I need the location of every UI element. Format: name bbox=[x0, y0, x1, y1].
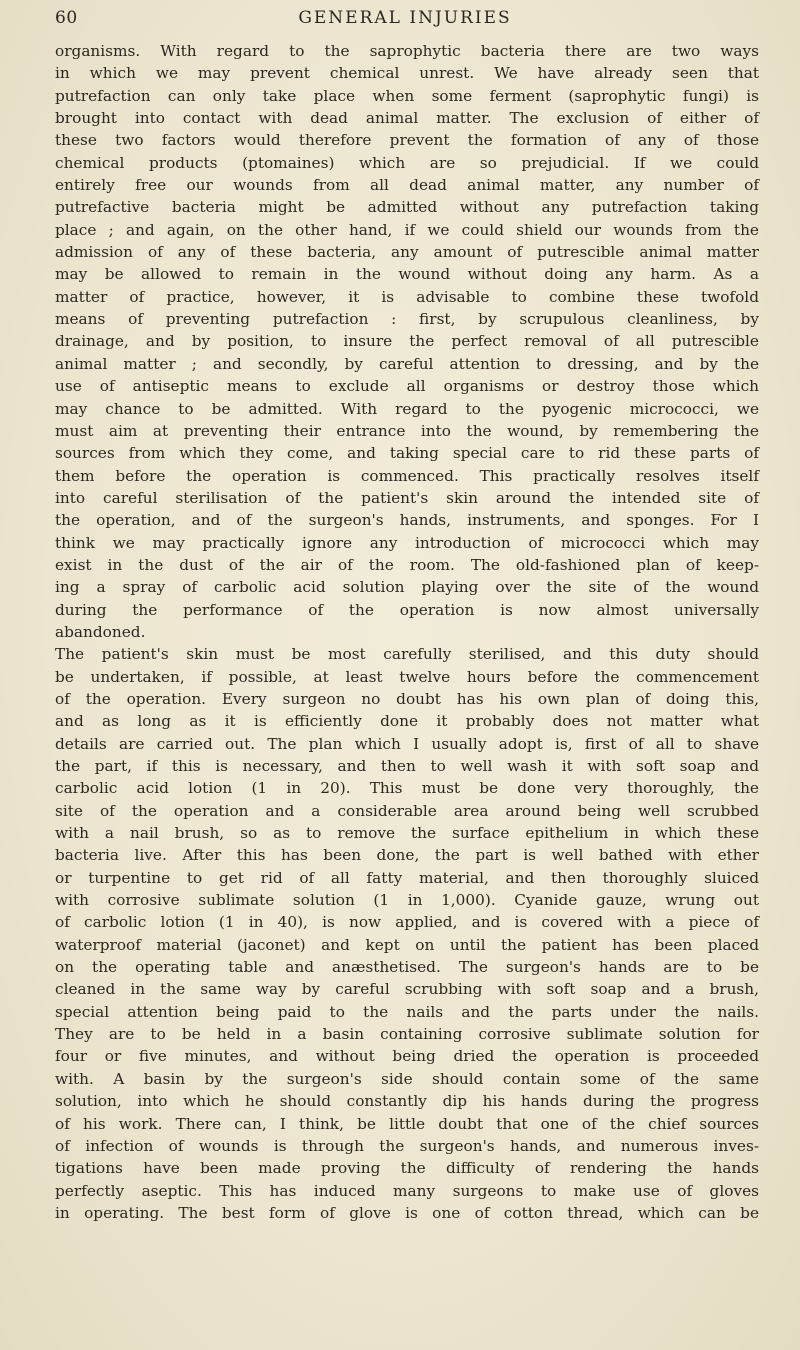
text-line: the part, if this is necessary, and then to well wash it with soft soap and bbox=[55, 757, 759, 775]
text-line: cleaned in the same way by careful scrubbing with soft soap and a brush, bbox=[55, 980, 759, 999]
running-head: GENERAL INJURIES bbox=[298, 8, 512, 28]
text-line: brought into contact with dead animal matter. The exclusion of either of bbox=[55, 109, 759, 128]
text-line: into careful sterilisation of the patient's skin around the intended site of bbox=[55, 488, 759, 507]
text-line: and as long as it is efficiently done it probably does not matter what bbox=[55, 712, 759, 731]
text-line: the operation, and of the surgeon's hands, instruments, and sponges. For I bbox=[55, 511, 759, 530]
text-line: of his work. There can, I think, be little doubt that one of the chief sources bbox=[55, 1114, 759, 1133]
text-line: of carbolic lotion (1 in 40), is now applied, and is covered with a piece of bbox=[55, 913, 759, 932]
text-line: ing a spray of carbolic acid solution playing over the site of the wound bbox=[55, 578, 759, 597]
text-line: carbolic acid lotion (1 in 20). This must be done very thoroughly, the bbox=[55, 779, 759, 798]
text-line: The patient's skin must be most carefully sterilised, and this duty should bbox=[55, 645, 759, 664]
text-line: on the operating table and anæsthetised. The surgeon's hands are to be bbox=[55, 958, 759, 977]
text-line: be undertaken, if possible, at least twelve hours before the commencement bbox=[55, 667, 759, 686]
text-line: drainage, and by position, to insure the perfect removal of all putrescible bbox=[55, 332, 759, 351]
text-line: think we may practically ignore any introduction of micrococci which may bbox=[55, 533, 759, 552]
text-line: animal matter ; and secondly, by careful attention to dressing, and by the bbox=[55, 354, 759, 373]
text-line: solution, into which he should constantly dip his hands during the progress bbox=[55, 1092, 759, 1111]
body-text bbox=[55, 40, 759, 1224]
text-line: putrefaction can only take place when some ferment (saprophytic fungi) is bbox=[55, 86, 759, 105]
text-line: place ; and again, on the other hand, if we could shield our wounds from the bbox=[55, 220, 759, 239]
text-line: may chance to be admitted. With regard to the pyogenic micrococci, we bbox=[55, 399, 759, 418]
text-line: They are to be held in a basin containing corrosive sublimate solution for bbox=[55, 1025, 759, 1044]
text-line: in operating. The best form of glove is one of cotton thread, which can be bbox=[55, 1203, 759, 1222]
text-line: these two factors would therefore prevent the formation of any of those bbox=[55, 131, 759, 150]
text-line: or turpentine to get rid of all fatty material, and then thoroughly sluiced bbox=[55, 868, 759, 887]
text-line: means of preventing putrefaction : first, by scrupulous cleanliness, by bbox=[55, 310, 759, 329]
text-line: perfectly aseptic. This has induced many surgeons to make use of gloves bbox=[55, 1181, 759, 1200]
text-line: waterproof material (jaconet) and kept on until the patient has been placed bbox=[55, 935, 759, 954]
text-line: them before the operation is commenced. This practically resolves itself bbox=[55, 466, 759, 485]
text-line: special attention being paid to the nails and the parts under the nails. bbox=[55, 1002, 759, 1021]
text-line: abandoned. bbox=[55, 622, 146, 641]
text-line: exist in the dust of the air of the room. The old-fashioned plan of keep- bbox=[55, 555, 759, 574]
text-line: with corrosive sublimate solution (1 in 1,000). Cyanide gauze, wrung out bbox=[55, 891, 759, 910]
page-header bbox=[55, 8, 755, 34]
text-line: with a nail brush, so as to remove the surface epithelium in which these bbox=[55, 824, 759, 843]
text-line: matter of practice, however, it is advisable to combine these twofold bbox=[55, 287, 759, 306]
text-line: four or five minutes, and without being dried the operation is proceeded bbox=[55, 1047, 759, 1066]
text-line: in which we may prevent chemical unrest. We have already seen that bbox=[55, 64, 759, 83]
text-line: chemical products (ptomaines) which are so prejudicial. If we could bbox=[55, 153, 759, 172]
text-line: admission of any of these bacteria, any amount of putrescible animal matter bbox=[55, 243, 759, 262]
text-line: of infection of wounds is through the surgeon's hands, and numerous inves- bbox=[55, 1136, 759, 1155]
page-number: 60 bbox=[55, 8, 78, 28]
text-line: site of the operation and a considerable area around being well scrubbed bbox=[55, 801, 759, 820]
text-line: sources from which they come, and taking special care to rid these parts of bbox=[55, 444, 759, 463]
text-line: use of antiseptic means to exclude all organisms or destroy those which bbox=[55, 377, 759, 396]
text-line: may be allowed to remain in the wound without doing any harm. As a bbox=[55, 265, 759, 284]
text-line: bacteria live. After this has been done, the part is well bathed with ether bbox=[55, 846, 759, 865]
text-line: putrefactive bacteria might be admitted without any putrefaction taking bbox=[55, 198, 759, 217]
text-line: must aim at preventing their entrance into the wound, by remembering the bbox=[55, 421, 759, 440]
text-line: with. A basin by the surgeon's side should contain some of the same bbox=[55, 1069, 759, 1088]
text-line: of the operation. Every surgeon no doubt has his own plan of doing this, bbox=[55, 689, 759, 708]
text-line: entirely free our wounds from all dead animal matter, any number of bbox=[55, 176, 759, 195]
text-line: details are carried out. The plan which I usually adopt is, first of all to shave bbox=[55, 734, 759, 753]
text-line: during the performance of the operation is now almost universally bbox=[55, 600, 759, 619]
text-line: organisms. With regard to the saprophytic bacteria there are two ways bbox=[55, 42, 759, 60]
text-line: tigations have been made proving the difficulty of rendering the hands bbox=[55, 1159, 759, 1178]
